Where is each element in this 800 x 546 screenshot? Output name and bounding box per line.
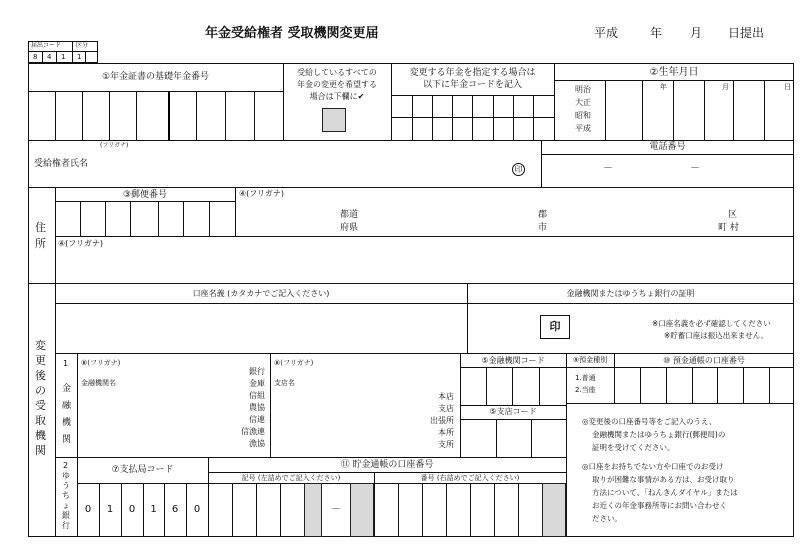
phone-dash: － [690,163,700,174]
passbook-number-label: ⑪ 貯金通帳の口座番号 [340,460,434,470]
bank-type[interactable]: 信漁連 [241,427,265,436]
date-year-label: 年 [650,26,663,40]
pension-code-input[interactable] [391,95,554,140]
specify-text: 以下に年金コードを記入 [422,80,522,90]
all-change-text: 年金の変更を希望する [297,80,377,89]
post-code-digit: 0 [128,504,136,515]
branch-code-input[interactable] [461,420,566,457]
postal-code-label: ③郵便番号 [122,190,168,200]
form-title: 年金受給権者 受取機関変更届 [205,26,379,41]
date-day-label: 日提出 [728,26,765,40]
branch-name-label: 支店名 [274,379,295,387]
branch-name-input[interactable] [273,390,413,450]
bank-type[interactable]: 信組 [249,391,265,400]
deposit-type-label: ⑨預金種別 [572,356,608,364]
symbol-shaded-cell [350,483,374,537]
number-label: 番号 (右詰めでご記入ください) [420,474,520,482]
era-taisho[interactable]: 大正 [575,98,591,107]
address-furigana-label-2: ④(フリガナ) [58,239,104,248]
note-line: 取りが困難な事情がある方は、お受け取り [592,475,735,484]
note-line: 方法について、「ねんきんダイヤル」または [592,488,738,497]
account-side-label: 受 [35,399,46,412]
address-line2-input[interactable] [56,250,794,283]
account-holder-input[interactable] [56,304,467,353]
sec2-label: 行 [62,521,70,530]
bank-code-input[interactable] [461,368,566,405]
branch-code-label: ⑤支店コード [489,407,537,416]
certification-note: ※貯蓄口座は振込出来ません。 [664,331,769,340]
note-line: ◎変更後の口座番号等をご記入のうえ、 [582,417,717,426]
post-code-digit: 0 [193,504,201,515]
account-number-input[interactable] [615,368,794,403]
bank-type[interactable]: 漁協 [249,439,265,448]
sec1-label: 関 [62,435,72,445]
post-code-digit: 1 [106,504,114,515]
post-code-digit: 6 [171,504,179,515]
address-furigana-label: ④(フリガナ) [239,189,285,198]
sec1-label: 融 [62,401,72,411]
bank-type[interactable]: 銀行 [249,367,265,376]
birth-date-input[interactable] [605,80,794,140]
era-heisei[interactable]: 平成 [575,124,591,133]
sec1-label: 金 [62,384,72,394]
all-change-checkbox[interactable] [322,108,346,132]
city-label: 市 [538,223,548,233]
bank-type[interactable]: 農協 [249,403,265,412]
branch-furigana-label: ⑧(フリガナ) [274,359,314,367]
sec2-label: ょ [62,501,70,510]
pension-number-input[interactable] [28,91,283,140]
note-line: ださい。 [592,514,622,523]
address-line1-input[interactable] [236,201,794,236]
name-furigana-label: (フリガナ) [100,142,129,149]
recipient-name-input[interactable] [100,152,500,182]
note-line: 金融機関またはゆうちょ銀行(郵便局)の [592,430,726,439]
post-code-digit: 1 [150,504,157,515]
symbol-dash: － [331,504,341,515]
phone-label: 電話番号 [649,142,686,152]
bank-name-label: 金融機関名 [81,379,116,387]
account-holder-label: 口座名義 (カタカナでご記入ください) [192,289,330,298]
era-showa[interactable]: 昭和 [575,111,591,120]
post-code-digit: 0 [84,504,92,515]
symbol-label: 記号 (左詰めでご記入ください) [241,474,341,482]
account-side-label: 変 [35,339,46,352]
sec2-label: 2 [63,461,69,470]
era-meiji[interactable]: 明治 [575,85,591,94]
specify-text: 変更する年金を指定する場合は [409,68,536,78]
ward-label: 町 村 [718,223,739,233]
account-side-label: 機 [35,429,46,442]
post-code-label: ⑦支払局コード [111,465,174,475]
branch-type[interactable]: 出張所 [430,416,454,425]
branch-type[interactable]: 支所 [438,440,454,449]
address-side-label: 住 [35,221,46,234]
all-change-text: 受給しているすべての [297,68,377,77]
city-label: 郡 [538,210,548,220]
deposit-type-ordinary[interactable]: 1.普通 [575,374,596,382]
sec2-label: ち [62,491,70,500]
sec2-label: う [62,481,70,490]
account-side-label: 取 [35,414,46,427]
certification-seal: 印 [549,320,561,333]
passbook-number-input[interactable] [375,484,542,537]
form-code-digit: 1 [61,53,66,61]
deposit-type-current[interactable]: 2.当座 [575,386,596,394]
account-number-label: ⑩ 預金通帳の口座番号 [663,356,745,365]
account-side-label: 後 [35,369,46,382]
birth-month-label: 月 [722,83,729,91]
recipient-seal: 印 [512,163,525,176]
certification-note: ※口座名義を必ず確認してください [652,319,771,328]
symbol-input[interactable] [209,484,304,537]
note-line: ◎口座をお持ちでない方や口座でのお受け [582,462,724,471]
account-side-label: の [35,384,46,397]
branch-type[interactable]: 本店 [438,392,454,401]
certification-label: 金融機関またはゆうちょ銀行の証明 [566,289,695,298]
form-code-digit: 1 [77,53,82,61]
phone-dash: － [603,163,613,174]
all-change-text: 場合は下欄に✔ [309,92,365,101]
number-shaded-cell [542,483,566,537]
prefecture-label: 府県 [340,223,359,233]
postal-code-input[interactable] [55,201,235,236]
address-side-label: 所 [35,237,46,250]
form-code-digit: 4 [47,53,52,61]
sec1-label: 機 [62,418,72,428]
bank-code-label: ⑤金融機関コード [481,356,545,365]
bank-type[interactable]: 信連 [249,415,265,424]
branch-type[interactable]: 支店 [438,404,454,413]
date-month-label: 月 [690,26,703,40]
symbol-shaded-cell [304,483,322,537]
form-code-digit: 8 [33,53,38,61]
sec2-label: ゆ [62,471,70,480]
account-side-label: 更 [35,354,46,367]
prefecture-label: 都道 [340,210,359,220]
bank-name-input[interactable] [80,390,220,450]
birth-day-label: 日 [784,83,791,91]
pension-number-label: ①年金証書の基礎年金番号 [101,72,210,82]
sec2-label: 銀 [62,511,70,520]
birth-date-label: ②生年月日 [649,67,699,78]
account-side-label: 関 [35,444,46,457]
form-category-label: 区分 [76,42,89,49]
ward-label: 区 [728,210,738,220]
bank-furigana-label: ⑧(フリガナ) [81,359,121,367]
birth-year-label: 年 [660,83,667,91]
note-line: お近くの年金事務所等にお問い合わせく [592,501,727,510]
sec1-number: 1 [63,359,69,368]
branch-type[interactable]: 本所 [438,428,454,437]
bank-type[interactable]: 金庫 [249,379,265,388]
form-code-label: 届出コード [31,42,62,49]
note-line: 証明を受けてください。 [592,443,675,452]
date-era: 平成 [594,26,619,40]
recipient-name-label: 受給権者氏名 [34,159,89,169]
phone-input[interactable] [541,155,794,187]
